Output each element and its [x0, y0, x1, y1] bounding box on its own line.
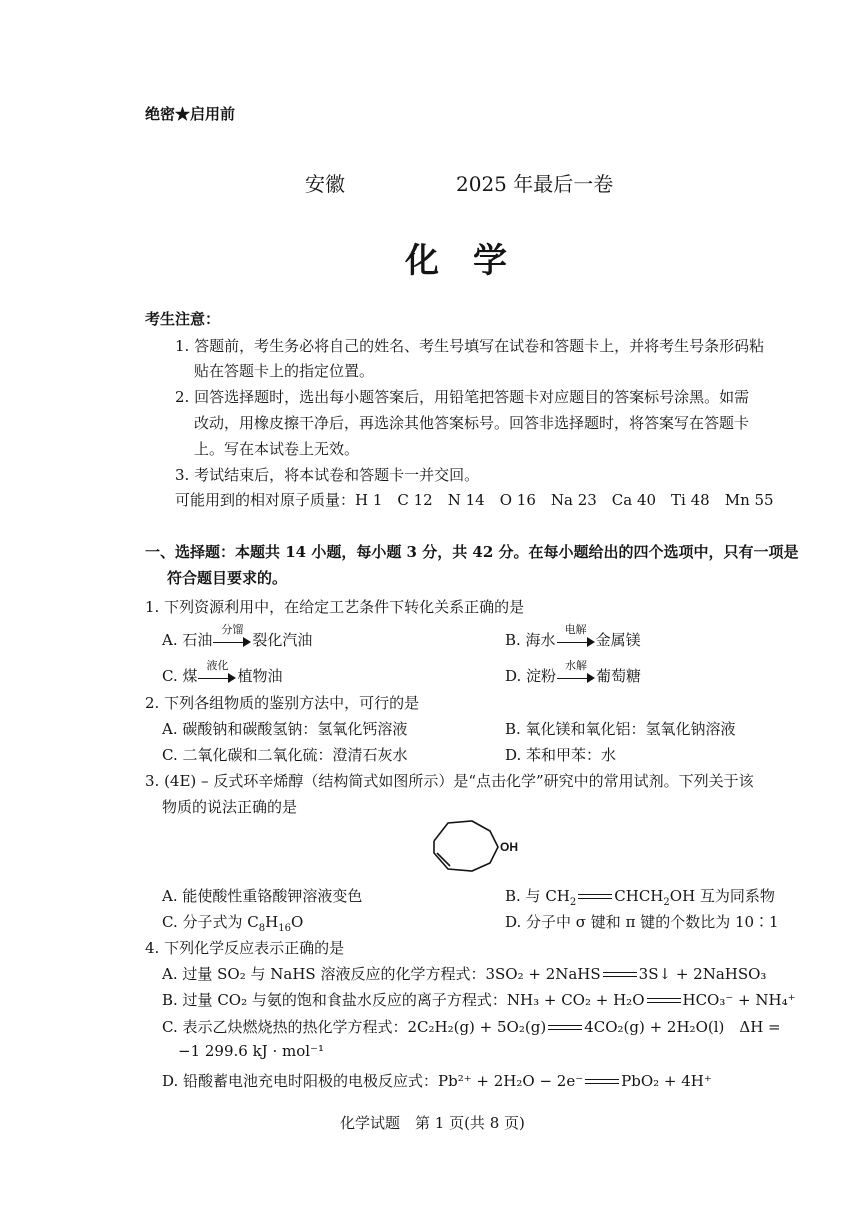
notice-item-2-cont2: 上。写在本试卷上无效。 — [194, 440, 360, 458]
oh-label: OH — [500, 840, 518, 854]
q1-stem: 1. 下列资源利用中，在给定工艺条件下转化关系正确的是 — [145, 598, 525, 616]
q3-stem-cont: 物质的说法正确的是 — [162, 798, 298, 816]
atomic-masses: 可能用到的相对原子质量：H 1 C 12 N 14 O 16 Na 23 Ca 40 Ti 48 Mn 55 — [175, 491, 774, 509]
q1-option-d: D. 淀粉 水解 葡萄糖 — [505, 659, 642, 685]
q1-option-b: B. 海水 电解 金属镁 — [505, 623, 641, 649]
q4-stem: 4. 下列化学反应表示正确的是 — [145, 939, 345, 957]
secret-label: 绝密★启用前 — [145, 105, 236, 123]
equals-sign — [647, 996, 681, 1006]
page-footer: 化学试题 第 1 页(共 8 页) — [340, 1114, 525, 1132]
equals-sign — [603, 970, 637, 980]
section-heading: 一、选择题：本题共 14 小题，每小题 3 分，共 42 分。在每小题给出的四个选项中，只有一项是 — [145, 543, 799, 561]
exam-title: 2025 年最后一卷 — [456, 172, 614, 196]
exam-region: 安徽 — [305, 172, 345, 196]
q3-option-b: B. 与 $CH_2$ $CHCH_2OH$ 互为同系物 — [505, 887, 775, 908]
q4-option-d: D. 铅酸蓄电池充电时阳极的电极反应式：Pb²⁺ + 2H₂O − 2e⁻ PbO₂ + 4H⁺ — [162, 1072, 712, 1090]
q2-option-c: C. 二氧化碳和二氧化硫：澄清石灰水 — [162, 746, 408, 764]
notice-item-2-cont: 改动，用橡皮擦干净后，再选涂其他答案标号。回答非选择题时，将答案写在答题卡 — [194, 414, 750, 432]
q1-option-a: A. 石油 分馏 裂化汽油 — [162, 623, 313, 649]
notice-item-1: 1. 答题前，考生务必将自己的姓名、考生号填写在试卷和答题卡上，并将考生号条形码粘 — [175, 337, 765, 355]
q4-option-c-cont: −1 299.6 kJ · mol⁻¹ — [178, 1042, 324, 1060]
q2-option-a: A. 碳酸钠和碳酸氢钠：氢氧化钙溶液 — [162, 720, 408, 738]
reaction-arrow: 分馏 — [213, 634, 251, 648]
notice-item-3: 3. 考试结束后，将本试卷和答题卡一并交回。 — [175, 466, 480, 484]
reaction-arrow: 电解 — [557, 634, 595, 648]
equals-sign — [548, 1023, 582, 1033]
section-heading-cont: 符合题目要求的。 — [167, 569, 288, 587]
q1-option-c: C. 煤 液化 植物油 — [162, 659, 283, 685]
q3-option-a: A. 能使酸性重铬酸钾溶液变色 — [162, 887, 363, 905]
notice-item-2: 2. 回答选择题时，选出每小题答案后，用铅笔把答题卡对应题目的答案标号涂黑。如需 — [175, 388, 750, 406]
q3-option-c: C. 分子式为 $C_8H_{16}O$ — [162, 913, 304, 934]
reaction-arrow: 液化 — [198, 670, 236, 684]
q4-option-c: C. 表示乙炔燃烧热的热化学方程式：2C₂H₂(g) + 5O₂(g) 4CO₂(g) + 2H₂O(l) ΔH = — [162, 1018, 781, 1036]
q4-option-a: A. 过量 SO₂ 与 NaHS 溶液反应的化学方程式：3SO₂ + 2NaHS 3S↓ + 2NaHSO₃ — [162, 965, 767, 983]
reaction-arrow: 水解 — [557, 670, 595, 684]
cyclooctenol-structure — [420, 813, 530, 883]
q3-option-d: D. 分子中 σ 键和 π 键的个数比为 10∶1 — [505, 913, 779, 931]
notice-item-1-cont: 贴在答题卡上的指定位置。 — [194, 362, 375, 380]
q2-option-d: D. 苯和甲苯：水 — [505, 746, 617, 764]
q2-stem: 2. 下列各组物质的鉴别方法中，可行的是 — [145, 694, 420, 712]
notice-title: 考生注意： — [145, 310, 221, 328]
subject-title: 化 学 — [405, 241, 507, 281]
equals-sign — [585, 1077, 619, 1087]
double-bond-symbol — [578, 892, 612, 902]
q3-stem: 3. (4E) – 反式环辛烯醇（结构简式如图所示）是“点击化学”研究中的常用试剂。下列关于该 — [145, 772, 754, 790]
q2-option-b: B. 氧化镁和氧化铝：氢氧化钠溶液 — [505, 720, 736, 738]
q4-option-b: B. 过量 CO₂ 与氨的饱和食盐水反应的离子方程式：NH₃ + CO₂ + H₂O HCO₃⁻ + NH₄⁺ — [162, 991, 796, 1009]
